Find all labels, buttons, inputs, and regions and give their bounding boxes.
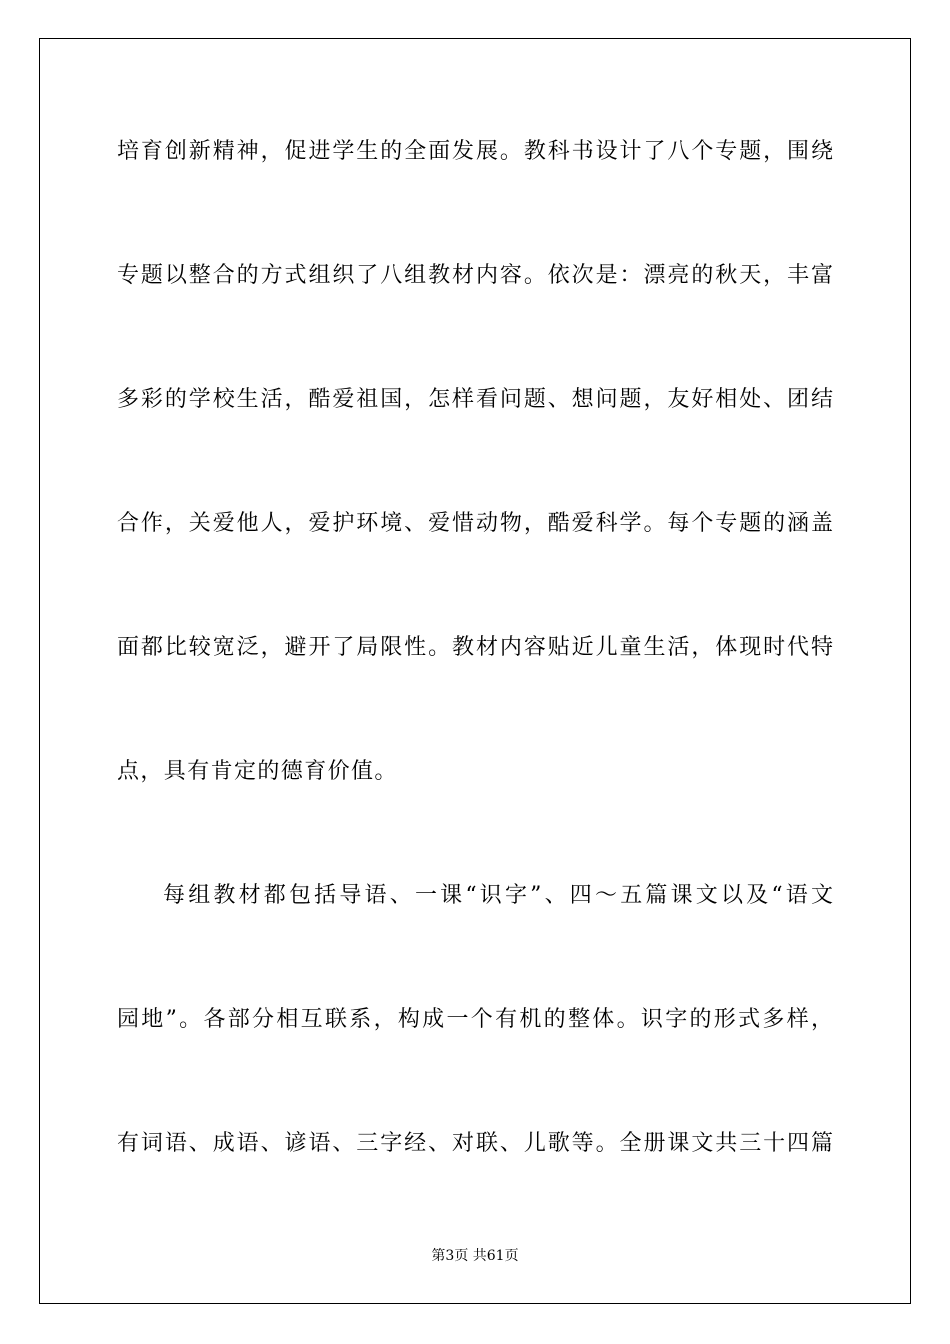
paragraph-2-line-3: 有词语、成语、谚语、三字经、对联、儿歌等。全册课文共三十四篇: [117, 1131, 833, 1156]
paragraph-1-line-4: 合作，关爱他人，爱护环境、爱惜动物，酷爱科学。每个专题的涵盖: [117, 511, 833, 536]
paragraph-1-line-3: 多彩的学校生活，酷爱祖国，怎样看问题、想问题，友好相处、团结: [117, 387, 833, 412]
paragraph-2-line-1: 每组教材都包括导语、一课“识字”、四～五篇课文以及“语文: [163, 883, 833, 908]
paragraph-1-line-5: 面都比较宽泛，避开了局限性。教材内容贴近儿童生活，体现时代特: [117, 635, 833, 660]
paragraph-2-line-2: 园地”。各部分相互联系，构成一个有机的整体。识字的形式多样，: [117, 1007, 833, 1032]
paragraph-1-line-2: 专题以整合的方式组织了八组教材内容。依次是：漂亮的秋天，丰富: [117, 263, 833, 288]
paragraph-1-line-6: 点，具有肯定的德育价值。: [117, 759, 398, 784]
page-footer: 第3页 共61页: [431, 1248, 519, 1264]
paragraph-1-line-1: 培育创新精神，促进学生的全面发展。教科书设计了八个专题，围绕: [117, 139, 833, 164]
page-frame: [39, 38, 911, 1304]
